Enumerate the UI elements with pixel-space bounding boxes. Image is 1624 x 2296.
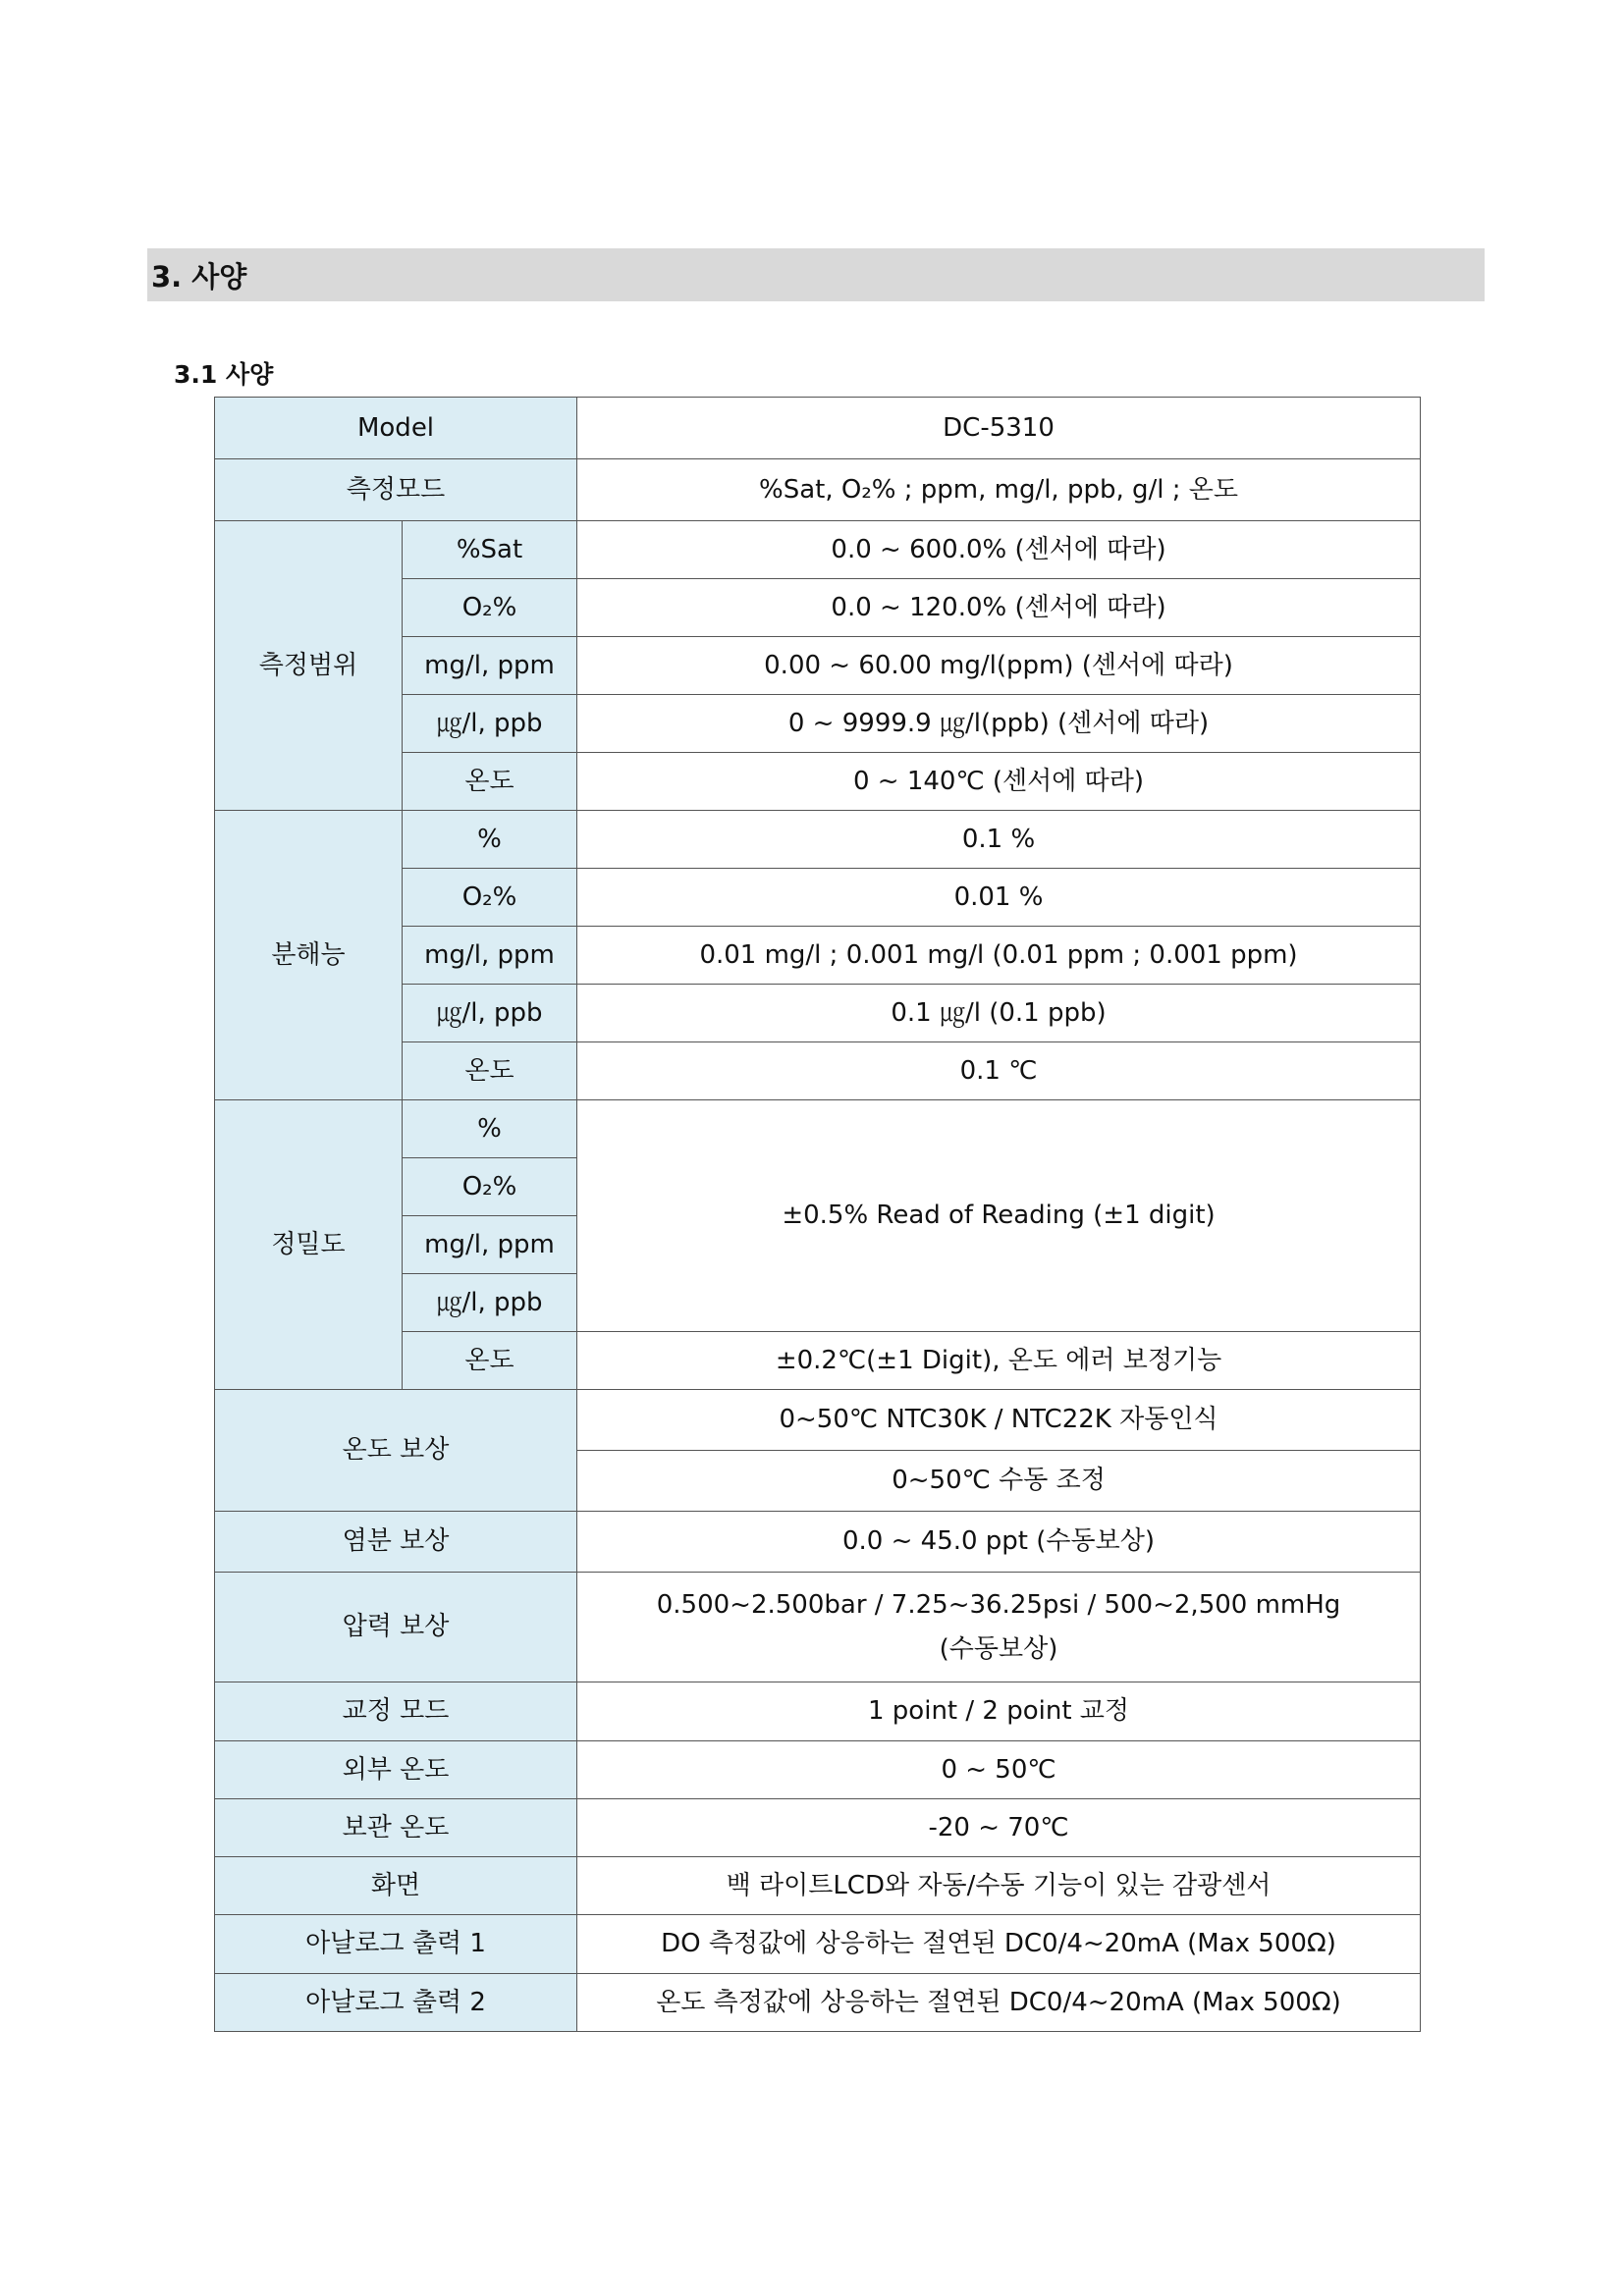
range-value: 0 ~ 9999.9 ㎍/l(ppb) (센서에 따라): [577, 695, 1421, 753]
range-sub: ㎍/l, ppb: [403, 695, 577, 753]
table-row: [215, 1799, 1421, 1857]
range-sub: %Sat: [403, 521, 577, 579]
pressure-value-line2: (수동보상): [939, 1633, 1058, 1664]
accuracy-temp-sub: 온도: [403, 1332, 577, 1390]
section-heading: [147, 248, 1485, 301]
calibration-label: 교정 모드: [215, 1682, 577, 1741]
storage-temp-value: -20 ~ 70℃: [577, 1799, 1421, 1857]
table-row: [215, 1974, 1421, 2032]
resolution-sub: mg/l, ppm: [403, 927, 577, 985]
salinity-value: 0.0 ~ 45.0 ppt (수동보상): [577, 1512, 1421, 1573]
range-value: 0.0 ~ 120.0% (센서에 따라): [577, 579, 1421, 637]
resolution-label: 분해능: [215, 811, 403, 1100]
pressure-value: [577, 1573, 1421, 1682]
table-row: [215, 1390, 1421, 1451]
accuracy-value: ±0.5% Read of Reading (±1 digit): [577, 1100, 1421, 1332]
ext-temp-label: 외부 온도: [215, 1741, 577, 1799]
accuracy-sub: ㎍/l, ppb: [403, 1274, 577, 1332]
spec-table: [214, 397, 1421, 2032]
table-row: [215, 398, 1421, 459]
analog-output-1-label: 아날로그 출력 1: [215, 1915, 577, 1974]
analog-output-1-value: DO 측정값에 상응하는 절연된 DC0/4~20mA (Max 500Ω): [577, 1915, 1421, 1974]
table-row: [215, 1573, 1421, 1682]
accuracy-temp-value: ±0.2℃(±1 Digit), 온도 에러 보정기능: [577, 1332, 1421, 1390]
table-row: [215, 1512, 1421, 1573]
temp-comp-label: 온도 보상: [215, 1390, 577, 1512]
range-sub: 온도: [403, 753, 577, 811]
table-row: [215, 811, 1421, 869]
table-row: [215, 1741, 1421, 1799]
resolution-sub: O₂%: [403, 869, 577, 927]
resolution-value: 0.01 %: [577, 869, 1421, 927]
table-row: [215, 1100, 1421, 1158]
accuracy-sub: mg/l, ppm: [403, 1216, 577, 1274]
temp-comp-value: 0~50℃ 수동 조정: [577, 1451, 1421, 1512]
range-sub: O₂%: [403, 579, 577, 637]
resolution-sub: ㎍/l, ppb: [403, 985, 577, 1042]
calibration-value: 1 point / 2 point 교정: [577, 1682, 1421, 1741]
model-value: DC-5310: [577, 398, 1421, 459]
display-value: 백 라이트LCD와 자동/수동 기능이 있는 감광센서: [577, 1857, 1421, 1915]
storage-temp-label: 보관 온도: [215, 1799, 577, 1857]
accuracy-label: 정밀도: [215, 1100, 403, 1390]
section-title: 3. 사양: [151, 259, 247, 294]
accuracy-sub: O₂%: [403, 1158, 577, 1216]
table-row: [215, 1857, 1421, 1915]
accuracy-sub: %: [403, 1100, 577, 1158]
range-label: 측정범위: [215, 521, 403, 811]
pressure-label: 압력 보상: [215, 1573, 577, 1682]
model-label: Model: [215, 398, 577, 459]
salinity-label: 염분 보상: [215, 1512, 577, 1573]
subsection-title: 3.1 사양: [174, 360, 274, 389]
resolution-value: 0.1 %: [577, 811, 1421, 869]
resolution-value: 0.01 mg/l ; 0.001 mg/l (0.01 ppm ; 0.001 ppm): [577, 927, 1421, 985]
resolution-value: 0.1 ℃: [577, 1042, 1421, 1100]
analog-output-2-value: 온도 측정값에 상응하는 절연된 DC0/4~20mA (Max 500Ω): [577, 1974, 1421, 2032]
mode-value: %Sat, O₂% ; ppm, mg/l, ppb, g/l ; 온도: [577, 459, 1421, 521]
resolution-sub: 온도: [403, 1042, 577, 1100]
resolution-value: 0.1 ㎍/l (0.1 ppb): [577, 985, 1421, 1042]
range-sub: mg/l, ppm: [403, 637, 577, 695]
pressure-value-line1: 0.500~2.500bar / 7.25~36.25psi / 500~2,500 mmHg: [656, 1590, 1341, 1620]
table-row: [215, 521, 1421, 579]
display-label: 화면: [215, 1857, 577, 1915]
ext-temp-value: 0 ~ 50℃: [577, 1741, 1421, 1799]
table-row: [215, 459, 1421, 521]
analog-output-2-label: 아날로그 출력 2: [215, 1974, 577, 2032]
table-row: [215, 1682, 1421, 1741]
range-value: 0.0 ~ 600.0% (센서에 따라): [577, 521, 1421, 579]
resolution-sub: %: [403, 811, 577, 869]
temp-comp-value: 0~50℃ NTC30K / NTC22K 자동인식: [577, 1390, 1421, 1451]
range-value: 0 ~ 140℃ (센서에 따라): [577, 753, 1421, 811]
range-value: 0.00 ~ 60.00 mg/l(ppm) (센서에 따라): [577, 637, 1421, 695]
mode-label: 측정모드: [215, 459, 577, 521]
table-row: [215, 1915, 1421, 1974]
